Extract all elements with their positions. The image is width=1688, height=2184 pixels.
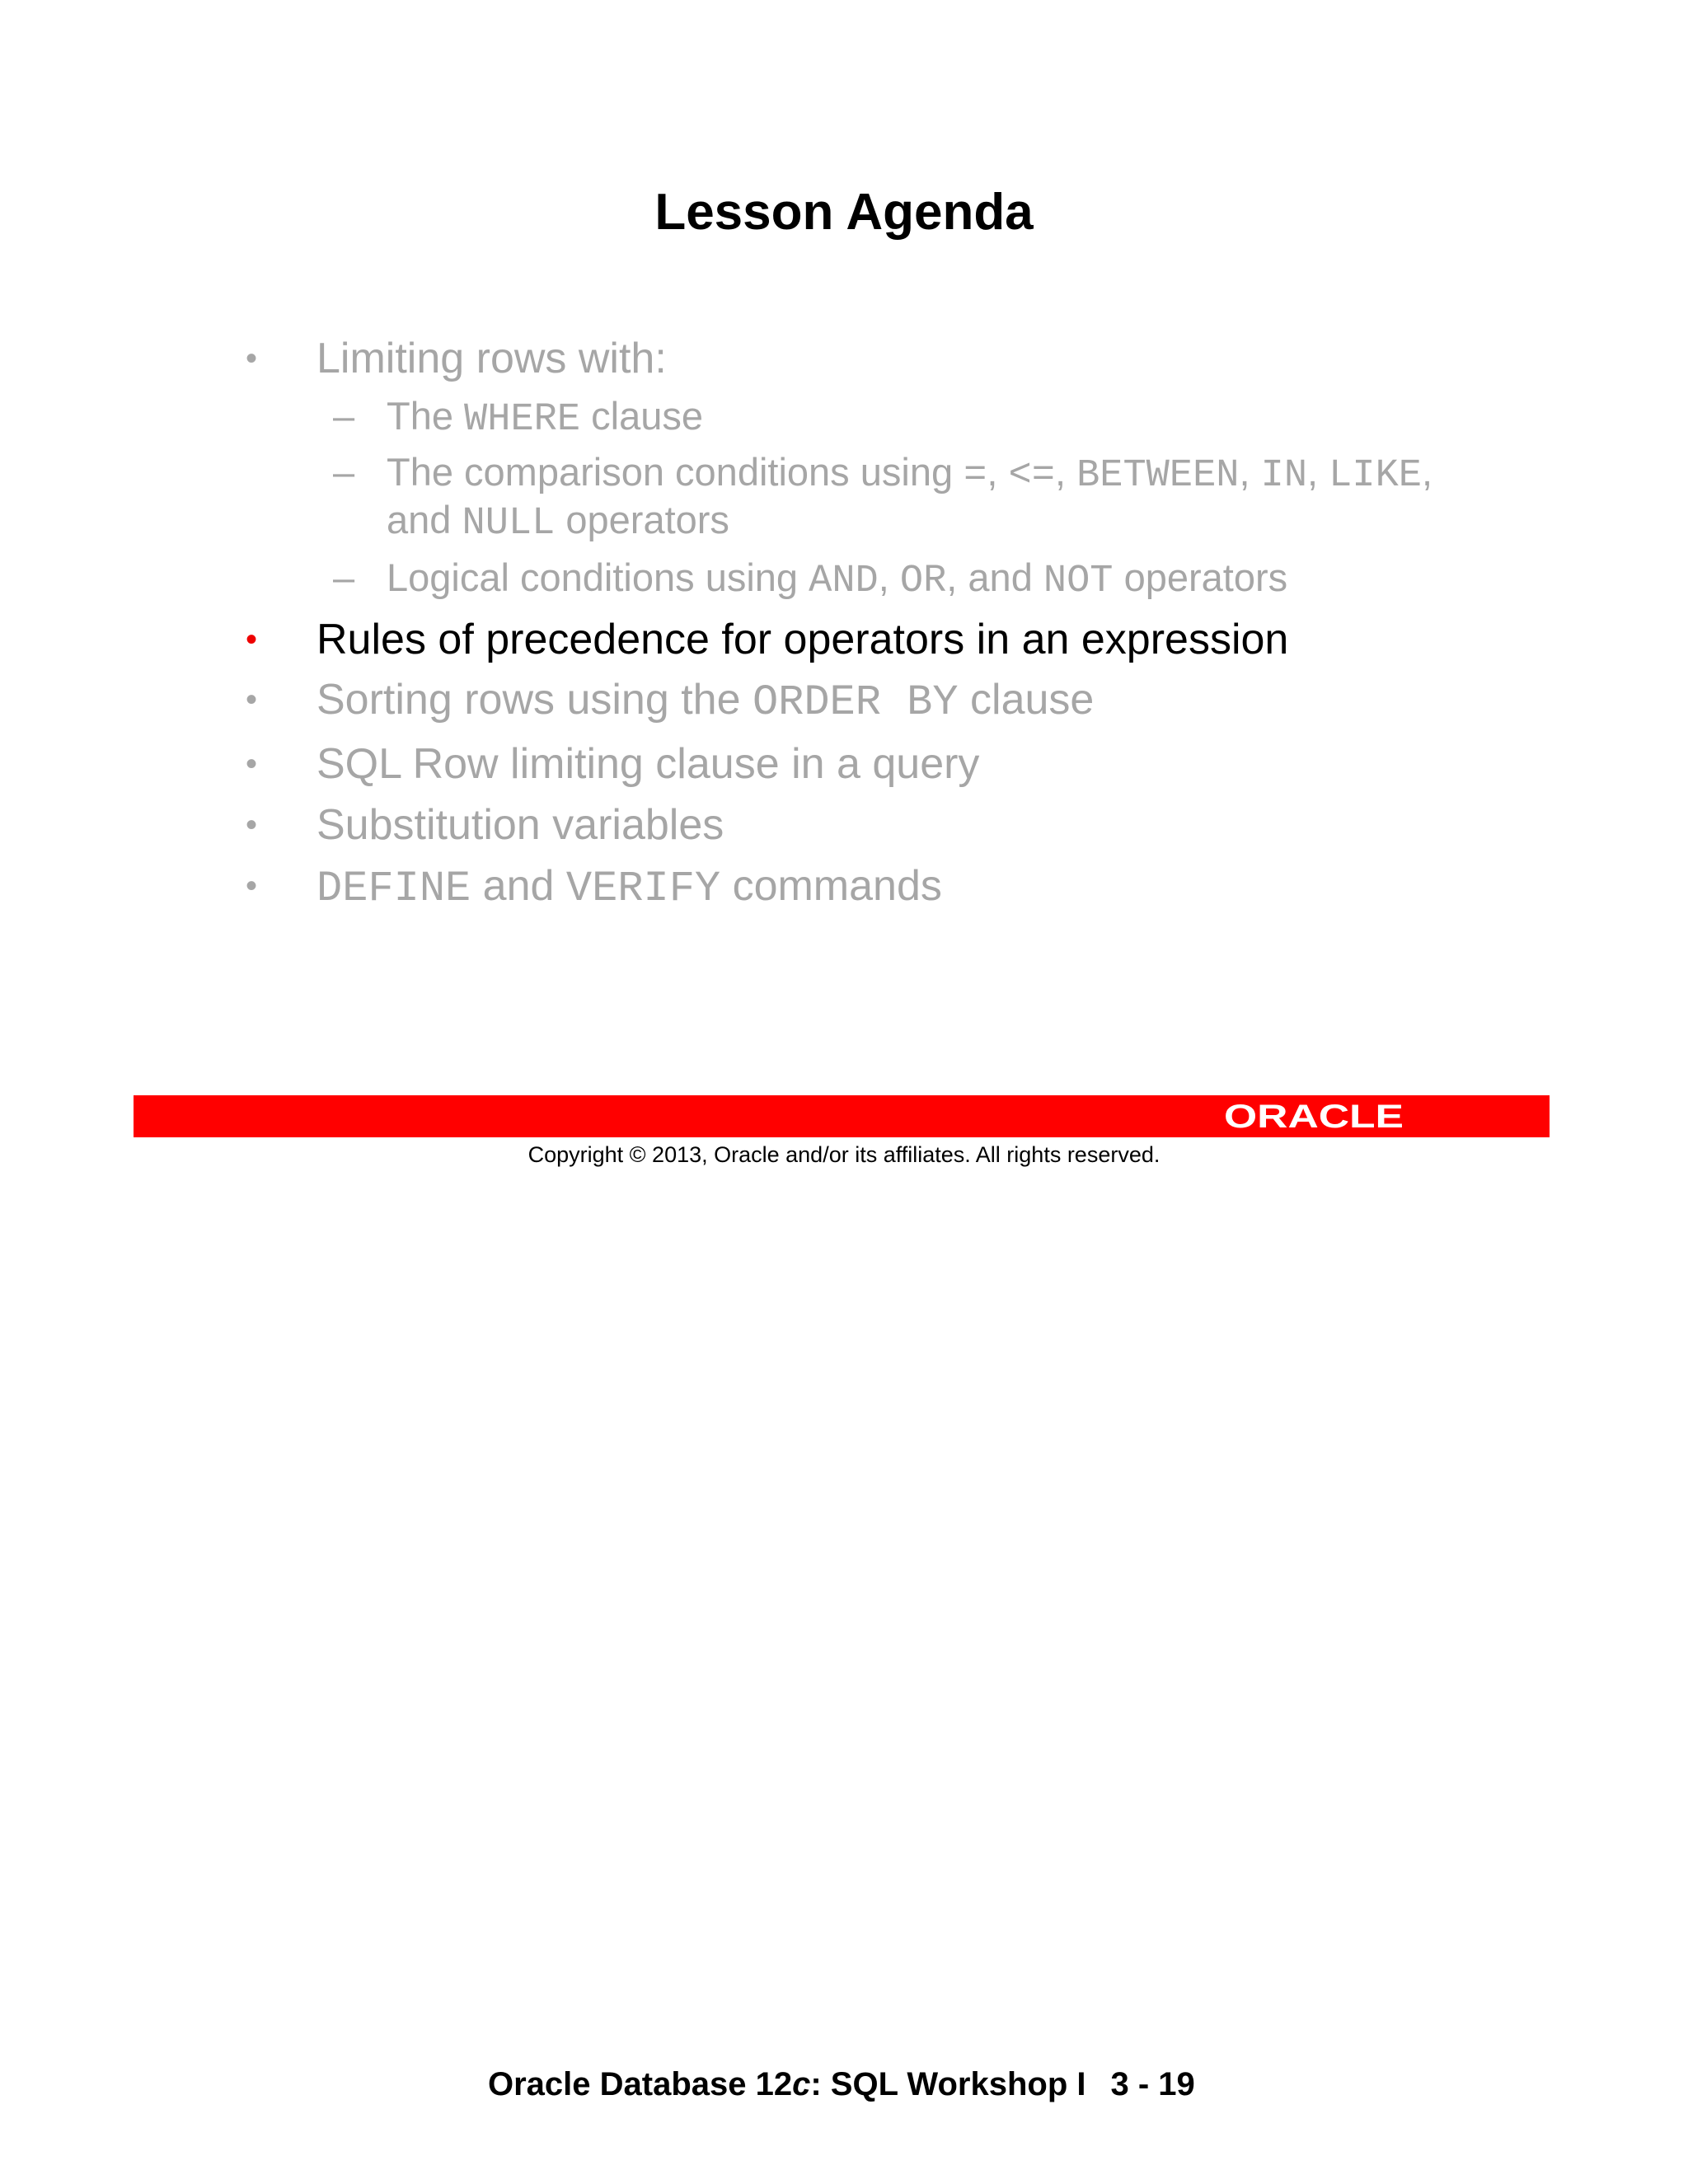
code-keyword: OR: [899, 560, 947, 603]
agenda-item-text: clause: [958, 676, 1095, 724]
agenda-subitem-logical: [387, 554, 1287, 606]
agenda-subitem-comparison: [387, 448, 1432, 500]
subitem-text: operators: [1113, 555, 1288, 599]
agenda-item-sorting: [316, 674, 1094, 729]
bullet-icon: •: [246, 807, 258, 843]
agenda-item-text: SQL Row limiting clause in a query: [316, 740, 980, 788]
separator: ,: [987, 450, 1009, 494]
bullet-icon: •: [246, 682, 258, 718]
page-number: 3 - 19: [1110, 2066, 1195, 2102]
separator: ,: [1239, 450, 1261, 494]
code-keyword: IN: [1260, 454, 1308, 498]
code-keyword: VERIFY: [565, 865, 721, 913]
separator: ,: [1307, 450, 1329, 494]
separator: ,: [878, 555, 900, 599]
code-keyword: =: [964, 454, 987, 498]
code-keyword: ORDER BY: [752, 678, 959, 727]
course-title: Oracle Database 12c: SQL Workshop I: [488, 2066, 1086, 2102]
separator: , and: [946, 555, 1043, 599]
agenda-item-precedence: [316, 614, 1288, 665]
agenda-item-row-limiting: [316, 738, 979, 790]
agenda-item-substitution: [316, 799, 724, 851]
bullet-icon: •: [246, 868, 258, 904]
oracle-logo: [1224, 1097, 1405, 1135]
code-keyword: NULL: [462, 502, 556, 546]
code-keyword: AND: [809, 560, 879, 603]
code-keyword: LIKE: [1329, 454, 1422, 498]
dash-icon: –: [333, 394, 355, 438]
bullet-icon: •: [246, 746, 258, 782]
dash-icon: –: [333, 450, 355, 494]
code-keyword: DEFINE: [316, 865, 471, 913]
agenda-subitem-comparison-cont: [387, 496, 729, 548]
agenda-item-define-verify: [316, 860, 942, 915]
svg-text:ORACLE: ORACLE: [1224, 1099, 1404, 1135]
subitem-text: operators: [555, 498, 729, 541]
agenda-item-text: commands: [720, 862, 942, 910]
code-keyword: WHERE: [464, 398, 581, 442]
copyright-notice: Copyright © 2013, Oracle and/or its affiliates. All rights reserved.: [528, 1142, 1160, 1167]
subitem-text: The comparison conditions using: [387, 450, 964, 494]
agenda-item-text: Rules of precedence for operators in an expression: [316, 616, 1289, 663]
agenda-item-text: Substitution variables: [316, 801, 724, 849]
agenda-item-text: and: [471, 862, 566, 910]
subitem-text: Logical conditions using: [387, 555, 809, 599]
slide-title: Lesson Agenda: [654, 184, 1034, 241]
agenda-item-limiting-rows: [316, 333, 667, 384]
page-footer: [488, 2064, 1195, 2105]
separator: ,: [1422, 450, 1433, 494]
code-keyword: <=: [1008, 454, 1055, 498]
agenda-subitem-where: [387, 392, 703, 444]
code-keyword: NOT: [1043, 560, 1114, 603]
bullet-icon: •: [246, 340, 258, 377]
subitem-text: The: [387, 394, 465, 438]
agenda-item-text: Sorting rows using the: [316, 676, 753, 724]
active-bullet-icon: •: [246, 621, 258, 658]
agenda-item-text: Limiting rows with:: [316, 335, 667, 382]
dash-icon: –: [333, 555, 355, 599]
code-keyword: BETWEEN: [1076, 454, 1240, 498]
subitem-text: clause: [580, 394, 703, 438]
subitem-text: and: [387, 498, 462, 541]
separator: ,: [1054, 450, 1077, 494]
